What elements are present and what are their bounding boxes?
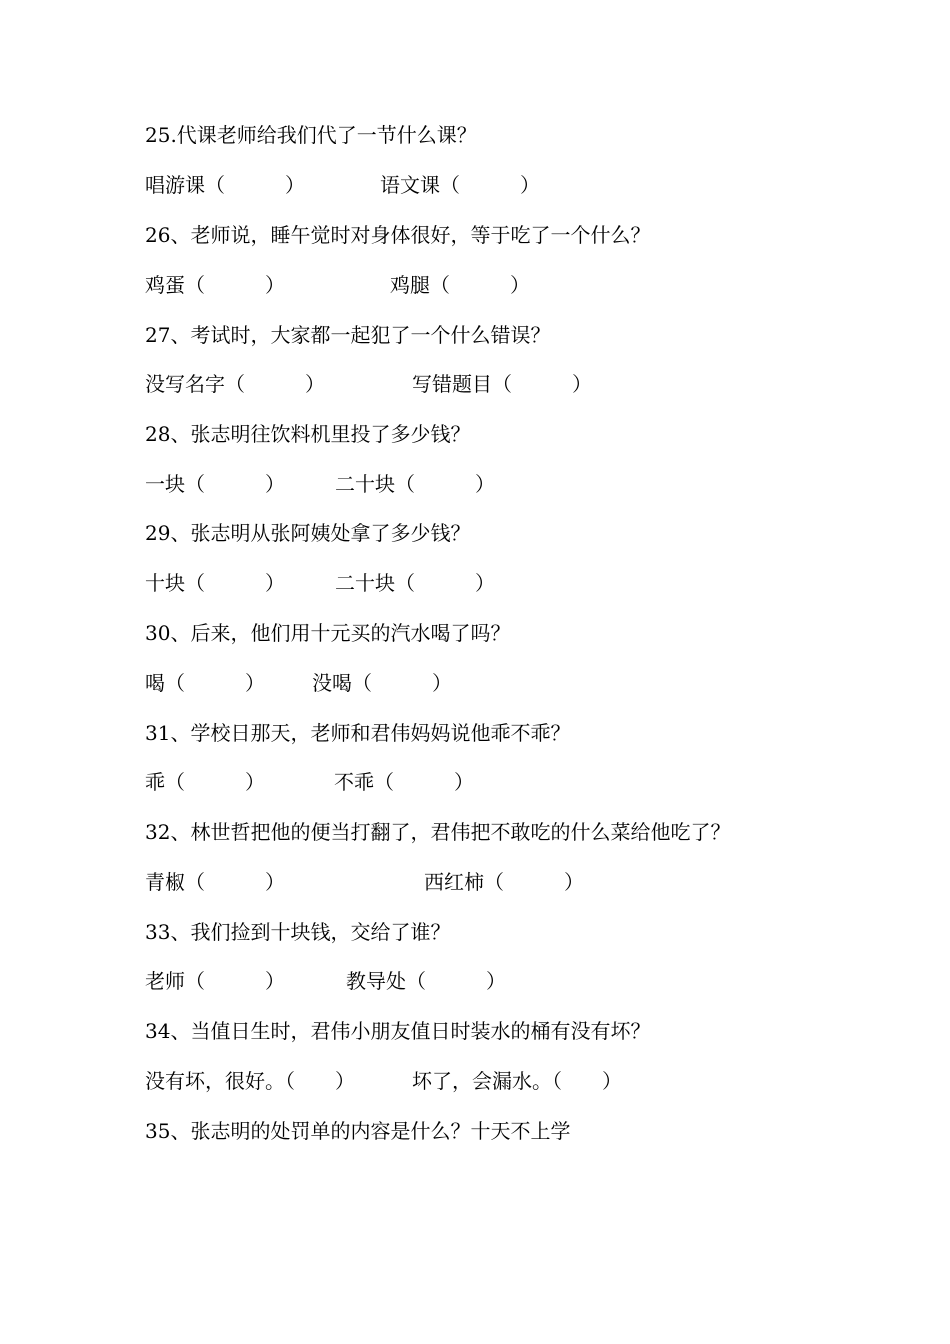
question-31: 31、学校日那天，老师和君伟妈妈说他乖不乖？ bbox=[145, 721, 571, 745]
question-32: 32、林世哲把他的便当打翻了，君伟把不敢吃的什么菜给他吃了？ bbox=[145, 820, 731, 844]
question-34: 34、当值日生时，君伟小朋友值日时装水的桶有没有坏？ bbox=[145, 1019, 651, 1043]
option-28-b: 二十块（ ） bbox=[335, 472, 495, 496]
option-30-a: 喝（ ） bbox=[145, 671, 265, 695]
option-26-a: 鸡蛋（ ） bbox=[145, 273, 285, 297]
question-29: 29、张志明从张阿姨处拿了多少钱？ bbox=[145, 521, 471, 545]
option-32-a: 青椒（ ） bbox=[145, 870, 285, 894]
option-27-a: 没写名字（ ） bbox=[145, 372, 325, 396]
option-25-a: 唱游课（ ） bbox=[145, 173, 305, 197]
question-30: 30、后来，他们用十元买的汽水喝了吗？ bbox=[145, 621, 511, 645]
option-34-b: 坏了，会漏水。（ ） bbox=[412, 1069, 622, 1093]
option-27-b: 写错题目（ ） bbox=[412, 372, 592, 396]
question-25: 25.代课老师给我们代了一节什么课？ bbox=[145, 123, 477, 147]
option-28-a: 一块（ ） bbox=[145, 472, 285, 496]
option-33-b: 教导处（ ） bbox=[346, 969, 506, 993]
option-34-a: 没有坏，很好。（ ） bbox=[145, 1069, 355, 1093]
option-26-b: 鸡腿（ ） bbox=[390, 273, 530, 297]
option-29-b: 二十块（ ） bbox=[335, 571, 495, 595]
option-30-b: 没喝（ ） bbox=[312, 671, 452, 695]
option-32-b: 西红柿（ ） bbox=[424, 870, 584, 894]
question-35: 35、张志明的处罚单的内容是什么？十天不上学 bbox=[145, 1119, 571, 1143]
option-29-a: 十块（ ） bbox=[145, 571, 285, 595]
option-31-b: 不乖（ ） bbox=[334, 770, 474, 794]
question-33: 33、我们捡到十块钱，交给了谁？ bbox=[145, 920, 451, 944]
option-33-a: 老师（ ） bbox=[145, 969, 285, 993]
question-28: 28、张志明往饮料机里投了多少钱？ bbox=[145, 422, 471, 446]
question-27: 27、考试时，大家都一起犯了一个什么错误？ bbox=[145, 323, 551, 347]
option-31-a: 乖（ ） bbox=[145, 770, 265, 794]
question-26: 26、老师说，睡午觉时对身体很好，等于吃了一个什么？ bbox=[145, 223, 651, 247]
option-25-b: 语文课（ ） bbox=[380, 173, 540, 197]
